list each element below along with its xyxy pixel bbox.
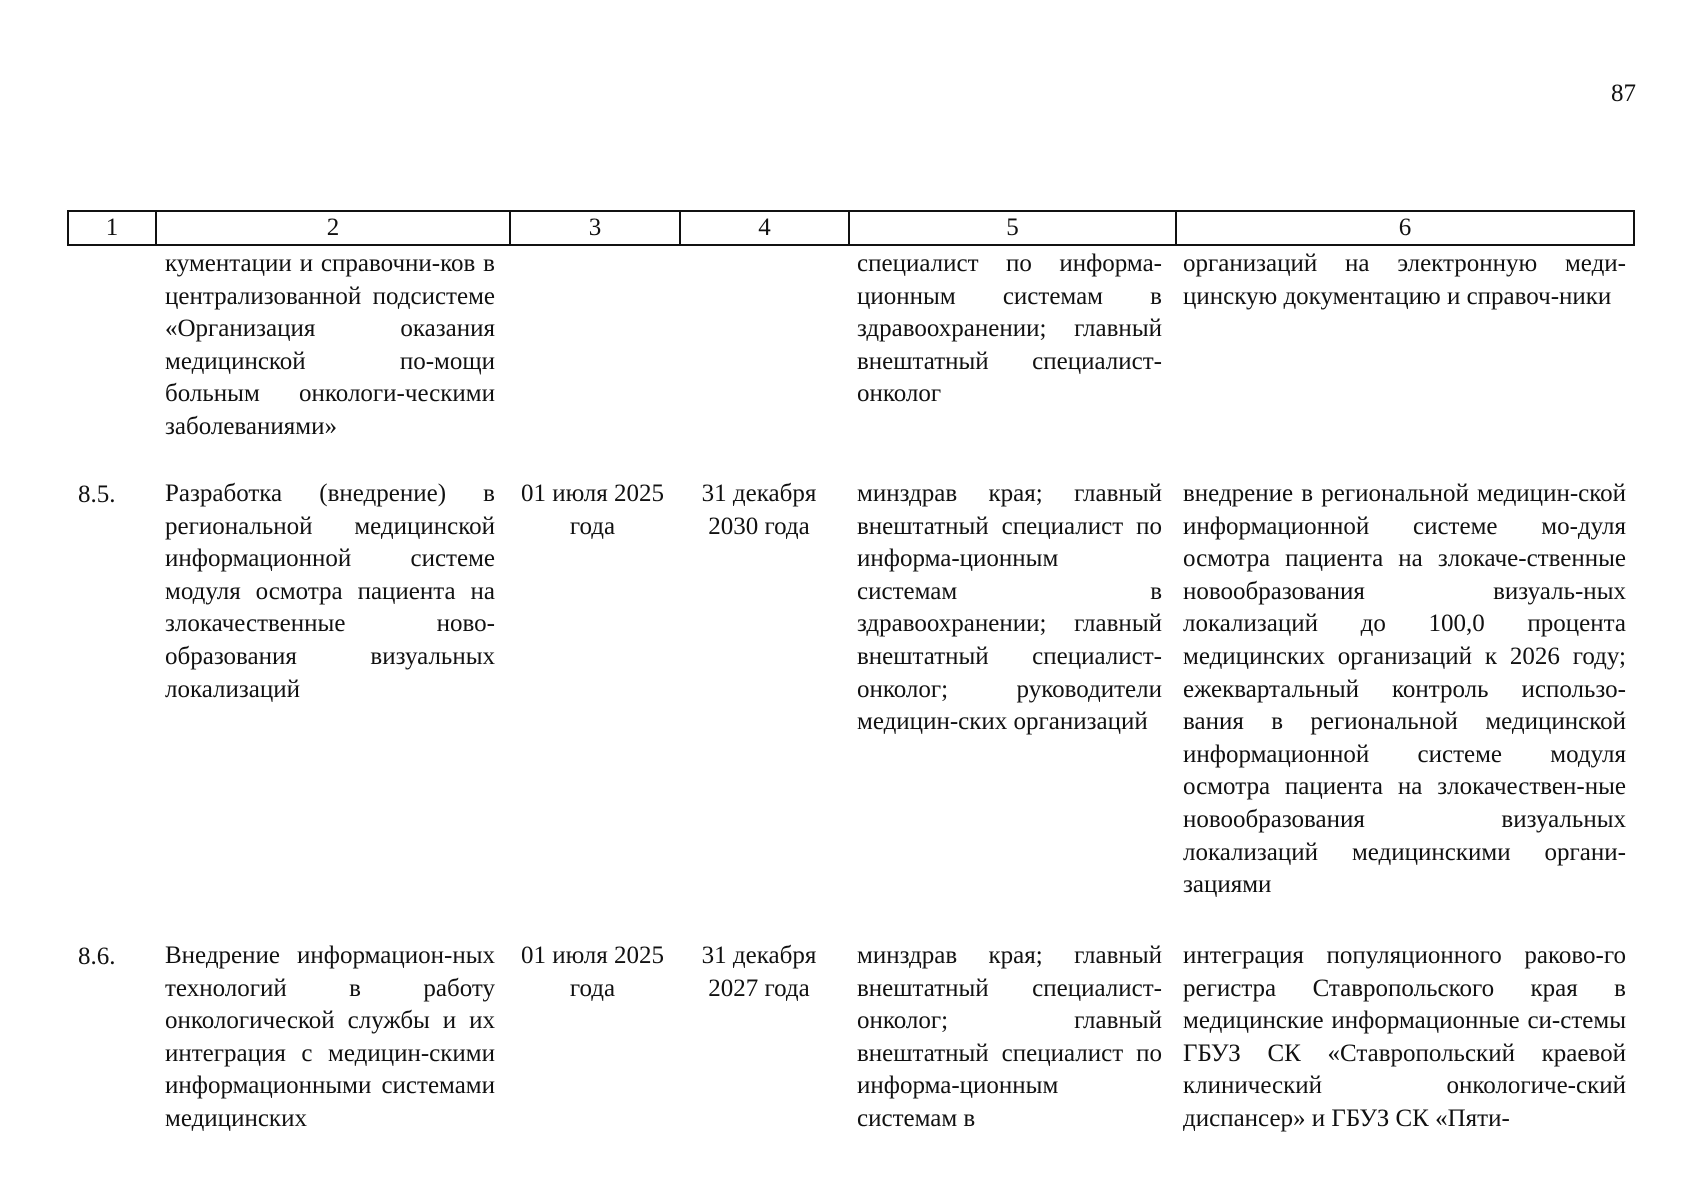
responsible-cell: минздрав края; главный внештатный специалист-онколог; главный внештатный специалист по информа-ционным системам в: [857, 942, 1162, 1132]
measure-cell: Внедрение информацион-ных технологий в работу онкологической службы и их интеграция с медицин-скими информационными системами медицинских: [165, 942, 495, 1132]
result-cell: интеграция популяционного раково-го регистра Ставропольского края в медицинские информационные си-стемы ГБУЗ СК «Ставропольский краевой клинический онкологиче-ский диспансер» и ГБУЗ СК «Пяти-: [1183, 942, 1626, 1132]
column-header-3: 3: [510, 211, 680, 245]
table-header: [67, 210, 1635, 246]
result-cell: внедрение в региональной медицин-ской информационной системе мо-дуля осмотра пациента на злокаче-ственные новообразования визуаль-ных локализаций до 100,0 процента медицинских организаций к 2026 году; ежеквартальный контроль использо-вания в региональной медицинской информационной системе модуля осмотра пациента на злокачествен-ные новообразования визуальных локализаций медицинскими органи-зациями: [1183, 480, 1626, 899]
column-header-6: 6: [1176, 211, 1634, 245]
end-date-cell: 31 декабря 2030 года: [701, 480, 817, 540]
column-header-4: 4: [680, 211, 849, 245]
start-date-cell: 01 июля 2025 года: [521, 942, 664, 1002]
responsible-cell: минздрав края; главный внештатный специалист по информа-ционным системам в здравоохранении; главный внештатный специалист-онколог; руководители медицин-ских организаций: [857, 480, 1162, 736]
page-number: 87: [1611, 80, 1636, 107]
row-number: 8.5.: [78, 481, 116, 508]
responsible-cell: специалист по информа-ционным системам в здравоохранении; главный внештатный специалист-онколог: [857, 250, 1162, 408]
end-date-cell: 31 декабря 2027 года: [701, 942, 817, 1002]
row-number: 8.6.: [78, 943, 116, 970]
start-date-cell: 01 июля 2025 года: [521, 480, 664, 540]
column-header-5: 5: [849, 211, 1176, 245]
column-header-1: 1: [68, 211, 156, 245]
measure-cell: Разработка (внедрение) в региональной медицинской информационной системе модуля осмотра пациента на злокачественные ново-образования визуальных локализаций: [165, 480, 495, 703]
column-header-2: 2: [156, 211, 510, 245]
result-cell: организаций на электронную меди-цинскую документацию и справоч-ники: [1183, 250, 1626, 310]
measure-cell: кументации и справочни-ков в централизованной подсистеме «Организация оказания медицинской по-мощи больным онкологи-ческими заболеваниями»: [165, 250, 495, 440]
